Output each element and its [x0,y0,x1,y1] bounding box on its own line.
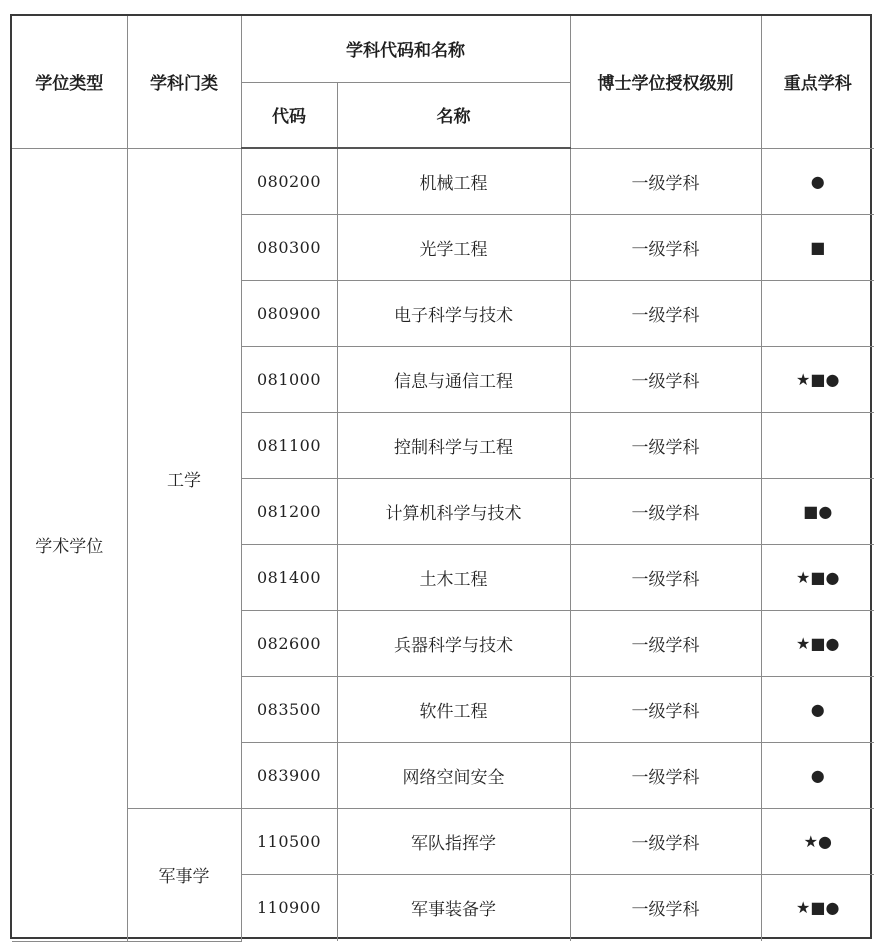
row-level: 一级学科 [570,478,761,544]
row-key-marks: ● [761,676,874,742]
row-level: 一级学科 [570,346,761,412]
row-code: 083900 [241,742,337,808]
category-engineering-cell: 工学 [127,148,241,808]
row-code: 080300 [241,214,337,280]
row-level: 一级学科 [570,214,761,280]
row-name: 军事装备学 [337,874,570,941]
row-code: 081200 [241,478,337,544]
row-key-marks: ● [761,148,874,214]
row-name: 光学工程 [337,214,570,280]
row-name: 电子科学与技术 [337,280,570,346]
row-name: 军队指挥学 [337,808,570,874]
row-key-marks: ★■● [761,610,874,676]
row-key-marks: ★● [761,808,874,874]
row-level: 一级学科 [570,412,761,478]
row-code: 110500 [241,808,337,874]
row-name: 兵器科学与技术 [337,610,570,676]
row-name: 信息与通信工程 [337,346,570,412]
header-code-and-name: 学科代码和名称 [241,16,570,82]
row-name: 网络空间安全 [337,742,570,808]
row-key-marks: ★■● [761,346,874,412]
header-degree-type: 学位类型 [12,16,127,148]
row-key-marks: ● [761,742,874,808]
row-name: 计算机科学与技术 [337,478,570,544]
row-level: 一级学科 [570,742,761,808]
row-key-marks: ■ [761,214,874,280]
row-name: 机械工程 [337,148,570,214]
row-level: 一级学科 [570,874,761,941]
row-code: 081000 [241,346,337,412]
row-key-marks: ■● [761,478,874,544]
header-key-discipline: 重点学科 [761,16,874,148]
row-name: 控制科学与工程 [337,412,570,478]
category-military-cell: 军事学 [127,808,241,941]
header-name: 名称 [337,82,570,148]
row-code: 081400 [241,544,337,610]
row-key-marks [761,412,874,478]
row-code: 081100 [241,412,337,478]
row-key-marks: ★■● [761,544,874,610]
row-code: 080200 [241,148,337,214]
row-level: 一级学科 [570,148,761,214]
row-key-marks [761,280,874,346]
row-code: 110900 [241,874,337,941]
header-discipline-category: 学科门类 [127,16,241,148]
header-code: 代码 [241,82,337,148]
row-code: 082600 [241,610,337,676]
row-level: 一级学科 [570,808,761,874]
row-level: 一级学科 [570,544,761,610]
row-code: 083500 [241,676,337,742]
discipline-table [12,16,874,942]
row-key-marks: ★■● [761,874,874,941]
discipline-table-frame [10,14,872,939]
header-doctoral-level: 博士学位授权级别 [570,16,761,148]
row-name: 土木工程 [337,544,570,610]
row-name: 软件工程 [337,676,570,742]
row-code: 080900 [241,280,337,346]
row-level: 一级学科 [570,280,761,346]
row-level: 一级学科 [570,676,761,742]
row-level: 一级学科 [570,610,761,676]
degree-type-cell: 学术学位 [12,148,127,941]
